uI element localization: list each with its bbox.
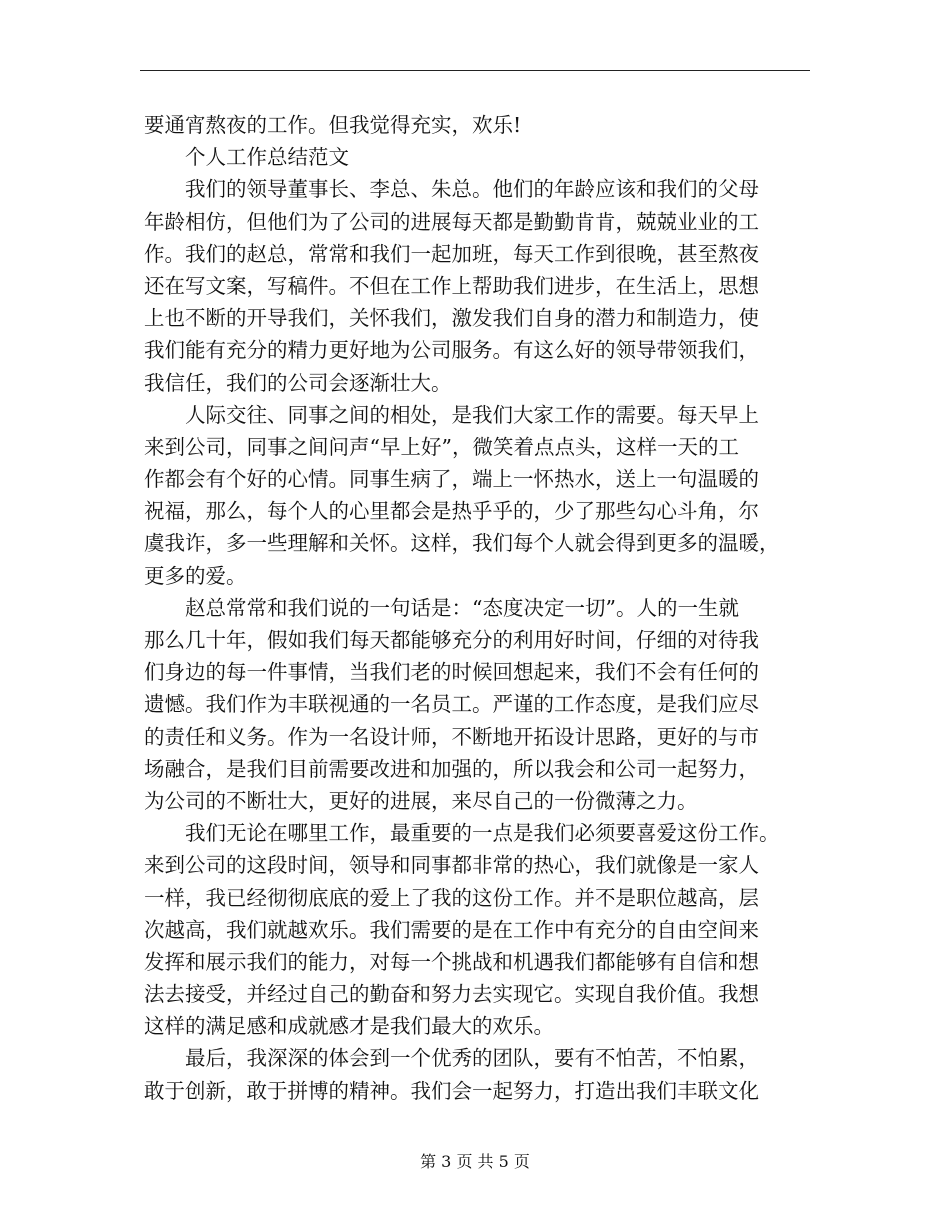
text-line: 作。我们的赵总，常常和我们一起加班，每天工作到很晚，甚至熬夜 (144, 241, 759, 266)
text-line: 要通宵熬夜的工作。但我觉得充实，欢乐! (144, 113, 522, 137)
text-line: 法去接受，并经过自己的勤奋和努力去实现它。实现自我价值。我想 (144, 982, 759, 1007)
text-line: 年龄相仿，但他们为了公司的进展每天都是勤勤肯肯，兢兢业业的工 (144, 209, 759, 234)
text-line: 我们能有充分的精力更好地为公司服务。有这么好的领导带领我们， (144, 338, 759, 363)
body-text (144, 109, 814, 1107)
section-heading: 个人工作总结范文 (185, 145, 349, 170)
text-line: 虞我诈，多一些理解和关怀。这样，我们每个人就会得到更多的温暖， (144, 531, 780, 556)
text-line: 这样的满足感和成就感才是我们最大的欢乐。 (144, 1014, 554, 1039)
text-line: 敢于创新，敢于拼博的精神。我们会一起努力，打造出我们丰联文化 (144, 1078, 759, 1103)
page-number-footer: 第 3 页 共 5 页 (420, 1152, 530, 1171)
text-line: 赵总常常和我们说的一句话是：“态度决定一切”。人的一生就 (185, 595, 739, 620)
text-line: 作都会有个好的心情。同事生病了，端上一怀热水，送上一句温暖的 (144, 467, 759, 492)
text-line: 次越高，我们就越欢乐。我们需要的是在工作中有充分的自由空间来 (144, 917, 759, 942)
text-line: 更多的爱。 (144, 563, 247, 588)
text-line: 我们的领导董事长、李总、朱总。他们的年龄应该和我们的父母 (185, 177, 759, 202)
text-line: 一样，我已经彻彻底底的爱上了我的这份工作。并不是职位越高，层 (144, 885, 759, 910)
text-line: 场融合，是我们目前需要改进和加强的，所以我会和公司一起努力， (144, 756, 759, 781)
text-line: 们身边的每一件事情，当我们老的时候回想起来，我们不会有任何的 (144, 660, 759, 685)
text-line: 遗憾。我们作为丰联视通的一名员工。严谨的工作态度，是我们应尽 (144, 692, 759, 717)
text-line: 上也不断的开导我们，关怀我们，激发我们自身的潜力和制造力，使 (144, 306, 759, 331)
text-line: 祝福，那么，每个人的心里都会是热乎乎的，少了那些勾心斗角，尔 (144, 499, 759, 524)
text-line: 那么几十年，假如我们每天都能够充分的利用好时间，仔细的对待我 (144, 628, 759, 652)
text-line: 发挥和展示我们的能力，对每一个挑战和机遇我们都能够有自信和想 (144, 949, 759, 974)
text-line: 为公司的不断壮大，更好的进展，来尽自己的一份微薄之力。 (144, 788, 698, 813)
text-line: 我信任，我们的公司会逐渐壮大。 (144, 370, 452, 395)
text-line: 最后，我深深的体会到一个优秀的团队，要有不怕苦，不怕累， (185, 1046, 759, 1071)
text-line: 我们无论在哪里工作，最重要的一点是我们必须要喜爱这份工作。 (185, 821, 780, 846)
header-rule (140, 70, 810, 71)
text-line: 来到公司，同事之间问声“早上好”，微笑着点点头，这样一天的工 (144, 434, 739, 459)
text-line: 人际交往、同事之间的相处，是我们大家工作的需要。每天早上 (185, 402, 759, 427)
text-line: 来到公司的这段时间，领导和同事都非常的热心，我们就像是一家人 (144, 853, 759, 878)
text-line: 的责任和义务。作为一名设计师，不断地开拓设计思路，更好的与市 (144, 724, 759, 749)
text-line: 还在写文案，写稿件。不但在工作上帮助我们进步，在生活上，思想 (144, 273, 759, 298)
